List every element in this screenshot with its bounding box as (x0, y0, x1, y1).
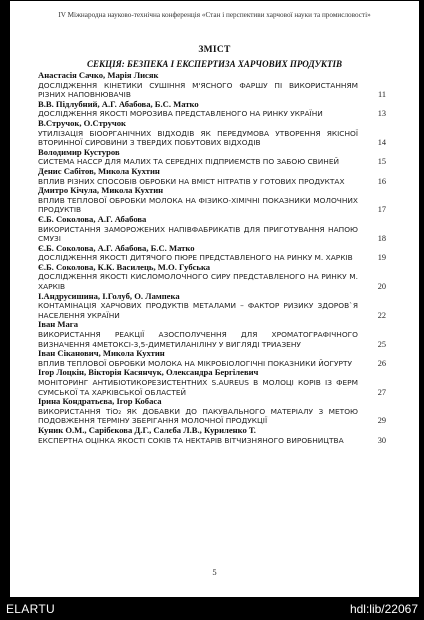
entry-authors: Куник О.М., Сарібєкова Д.Г., Салєба Л.В., Куриленко Т. (38, 424, 256, 435)
toc-entries (38, 71, 386, 445)
entry-page-number: 26 (377, 358, 386, 368)
entry-title: КОНТАМІНАЦІЯ ХАРЧОВИХ ПРОДУКТІВ МЕТАЛАМИ – ФАКТОР РИЗИКУ ЗДОРОВ`Я НАСЕЛЕННЯ УКРАЇНИ (38, 301, 358, 320)
toc-entry (38, 368, 386, 397)
toc-title: ЗМІСТ (198, 45, 231, 55)
section-title: СЕКЦІЯ: БЕЗПЕКА І ЕКСПЕРТИЗА ХАРЧОВИХ ПРОДУКТІВ (86, 59, 343, 69)
entry-authors: Володимир Кустуров (38, 146, 120, 157)
entry-page-number: 22 (377, 310, 386, 320)
entry-title: ВИКОРИСТАННЯ РЕАКЦІЇ АЗОСПОЛУЧЕННЯ ДЛЯ ХРОМАТОГРАФІЧНОГО ВИЗНАЧЕННЯ 4МЕТОКСІ-3,5-ДИМЕТИЛАНІЛІНУ У ВИГЛЯДІ ТРИАЗЕНУ (38, 330, 358, 349)
entry-authors: Дмитро Кічула, Микола Кухтин (38, 185, 164, 196)
entry-title: ВИКОРИСТАННЯ ЗАМОРОЖЕНИХ НАПІВФАБРИКАТІВ ДЛЯ ПРИГОТУВАННЯ НАПОЮ СМУЗІ (38, 224, 358, 244)
entry-page-number: 30 (377, 435, 386, 445)
toc-entry (38, 426, 386, 445)
toc-entry (38, 349, 386, 368)
toc-entry (38, 244, 386, 263)
entry-title: СИСТЕМА НАССР ДЛЯ МАЛИХ ТА СЕРЕДНІХ ПІДПРИЄМСТВ ПО ЗАБОЮ СВИНЕЙ (38, 157, 340, 167)
toc-entry (38, 100, 386, 119)
entry-authors: В.Стручок, О.Стручок (38, 117, 126, 128)
running-header: IV Міжнародна науково-технічна конференція «Стан і перспективи харчової науки та промисловості» (58, 11, 371, 19)
document-page (10, 1, 419, 597)
entry-authors: Ірина Кондратьєва, Ігор Кобаса (38, 396, 162, 407)
entry-page-number: 19 (377, 253, 386, 263)
entry-page-number: 13 (377, 109, 386, 119)
toc-entry (38, 215, 386, 244)
toc-entry (38, 263, 386, 292)
toc-entry (38, 397, 386, 426)
entry-authors: Є.Б. Соколова, А.Г. Абабова, Б.С. Матко (38, 242, 195, 253)
entry-title: ВПЛИВ ТЕПЛОВОЇ ОБРОБКИ МОЛОКА НА ФІЗИКО-ХІМІЧНІ ПОКАЗНИКИ МОЛОЧНИХ ПРОДУКТІВ (38, 195, 358, 215)
entry-title: ДОСЛІДЖЕННЯ КІНЕТИКИ СУШІННЯ М'ЯСНОГО ФАРШУ ПІ ВИКОРИСТАННЯМ РІЗНИХ НАПОВНЮВАЧІВ (38, 80, 358, 100)
entry-authors: В.В. Підлубний, А.Г. Абабова, Б.С. Матко (38, 98, 199, 109)
toc-entry (38, 167, 386, 186)
toc-entry (38, 320, 386, 349)
entry-authors: Іван Мага (38, 319, 78, 330)
entry-page-number: 29 (377, 416, 386, 426)
toc-entry (38, 292, 386, 321)
entry-page-number: 25 (377, 339, 386, 349)
entry-page-number: 17 (377, 205, 386, 215)
entry-authors: Денис Сабітов, Микола Кухтин (38, 165, 160, 176)
entry-title: ДОСЛІДЖЕННЯ ЯКОСТІ КИСЛОМОЛОЧНОГО СИРУ ПРЕДСТАВЛЕНОГО НА РИНКУ М. ХАРКІВ (38, 272, 358, 292)
entry-page-number: 18 (377, 234, 386, 244)
entry-page-number: 16 (377, 176, 386, 186)
entry-authors: Анастасія Сачко, Марія Лисяк (38, 70, 159, 80)
entry-title: ЕКСПЕРТНА ОЦІНКА ЯКОСТІ СОКІВ ТА НЕКТАРІВ ВІТЧИЗНЯНОГО ВИРОБНИЦТВА (38, 435, 344, 445)
toc-entry (38, 186, 386, 215)
entry-authors: Іван Сіканович, Микола Кухтин (38, 348, 165, 359)
entry-page-number: 15 (377, 157, 386, 167)
entry-authors: І.Андрусишина, І.Голуб, О. Лампека (38, 290, 180, 301)
toc-entry (38, 148, 386, 167)
entry-title: УТИЛІЗАЦІЯ БІООРГАНІЧНИХ ВІДХОДІВ ЯК ПЕРЕДУМОВА УТВОРЕННЯ ЯКІСНОЇ ВТОРИННОЇ СИРОВИНИ З ТВЕРДИХ ПОБУТОВИХ ВІДХОДІВ (38, 128, 358, 148)
repository-label: ELARTU (6, 602, 55, 616)
entry-title: МОНІТОРИНГ АНТИБІОТИКОРЕЗИСТЕНТНИХ S.AUREUS В МОЛОЦІ КОРІВ ІЗ ФЕРМ СУМСЬКОЇ ТА ХАРКІВСЬКОЇ ОБЛАСТЕЙ (38, 378, 358, 397)
entry-page-number: 11 (378, 90, 386, 100)
toc-entry (38, 119, 386, 148)
page-number: 5 (212, 567, 217, 577)
handle-label: hdl:lib/22067 (349, 602, 418, 616)
entry-title: ВПЛИВ ТЕПЛОВОЇ ОБРОБКИ МОЛОКА НА МІКРОБІОЛОГІЧНІ ПОКАЗНИКИ ЙОГУРТУ (38, 358, 353, 368)
entry-page-number: 27 (377, 387, 386, 397)
toc-entry (38, 71, 386, 100)
entry-title: ДОСЛІДЖЕННЯ ЯКОСТІ МОРОЗИВА ПРЕДСТАВЛЕНОГО НА РИНКУ УКРАЇНИ (38, 109, 323, 119)
entry-authors: Є.Б. Соколова, А.Г. Абабова (38, 213, 147, 224)
entry-page-number: 20 (377, 282, 386, 292)
entry-title: ВИКОРИСТАННЯ TiO₂ ЯК ДОБАВКИ ДО ПАКУВАЛЬНОГО МАТЕРІАЛУ З МЕТОЮ ПОДОВЖЕННЯ ТЕРМІНУ ЗБЕРІГАННЯ МОЛОЧНОЇ ПРОДУКЦІЇ (38, 406, 358, 426)
entry-authors: Є.Б. Соколова, К.К. Василець, М.О. Губська (38, 261, 211, 272)
entry-title: ВПЛИВ РІЗНИХ СПОСОБІВ ОБРОБКИ НА ВМІСТ НІТРАТІВ У ГОТОВИХ ПРОДУКТАХ (38, 176, 345, 186)
entry-page-number: 14 (377, 138, 386, 148)
entry-authors: Ігор Лоцкін, Вікторія Касянчук, Олександра Бергілевич (38, 367, 259, 378)
entry-title: ДОСЛІДЖЕННЯ ЯКОСТІ ДИТЯЧОГО ПЮРЕ ПРЕДСТАВЛЕНОГО НА РИНКУ М. ХАРКІВ (38, 253, 353, 263)
